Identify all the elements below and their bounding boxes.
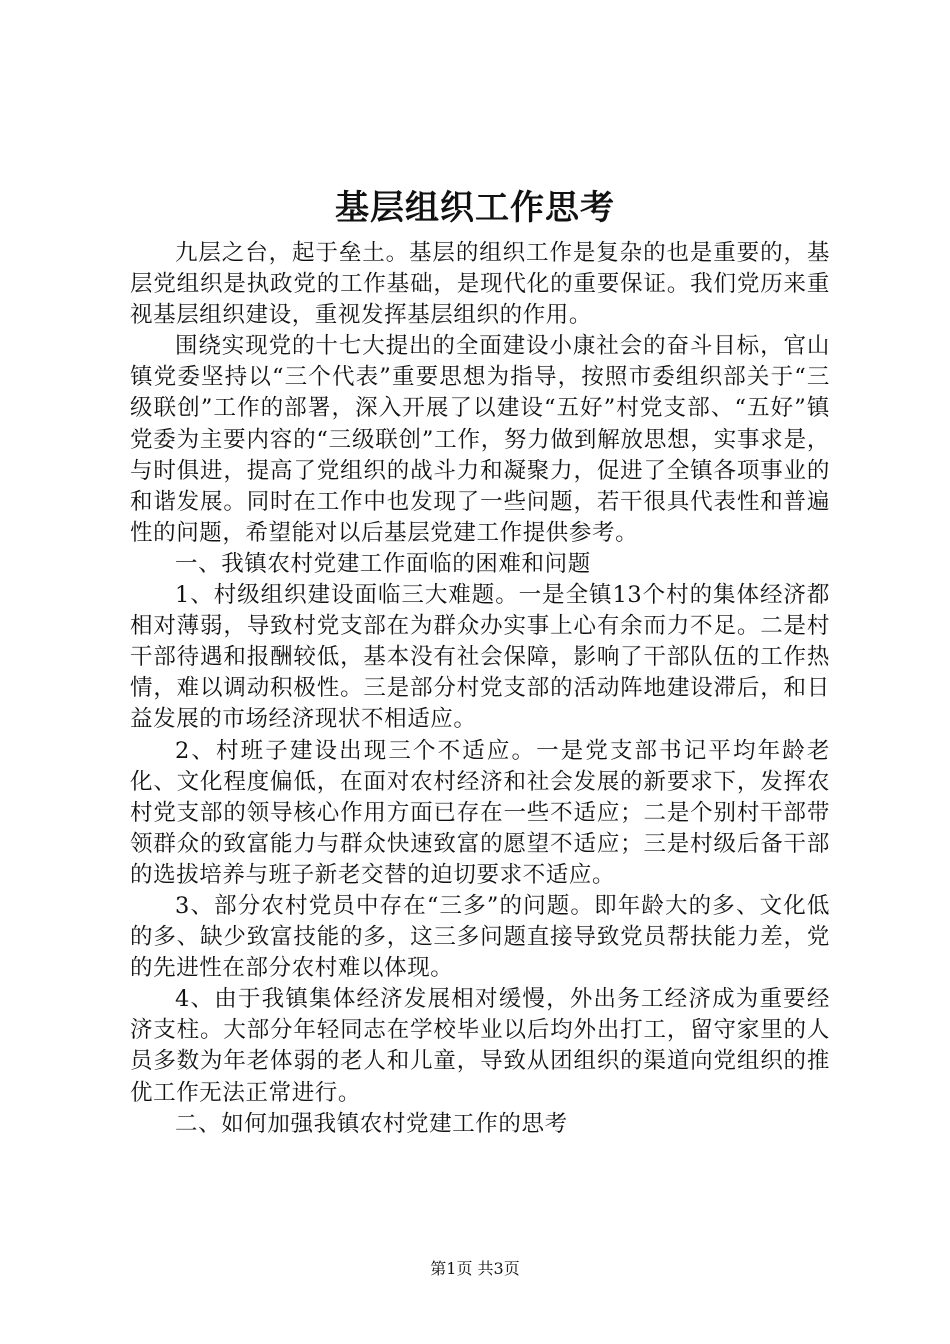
paragraph-background: 围绕实现党的十七大提出的全面建设小康社会的奋斗目标，官山镇党委坚持以“三个代表”重要思想为指导，按照市委组织部关于“三级联创”工作的部署，深入开展了以建设“五好”村党支部、“五好”镇党委为主要内容的“三级联创”工作，努力做到解放思想，实事求是，与时俱进，提高了党组织的战斗力和凝聚力，促进了全镇各项事业的和谐发展。同时在工作中也发现了一些问题，若干很具代表性和普遍性的问题，希望能对以后基层党建工作提供参考。 (130, 333, 830, 546)
paragraph-problem-1: 1、村级组织建设面临三大难题。一是全镇13个村的集体经济都相对薄弱，导致村党支部在为群众办实事上心有余而力不足。二是村干部待遇和报酬较低，基本没有社会保障，影响了干部队伍的工作热情，难以调动积极性。三是部分村党支部的活动阵地建设滞后，和日益发展的市场经济现状不相适应。 (130, 582, 830, 733)
document-title: 基层组织工作思考 (335, 188, 615, 228)
page-footer: 第1页 共3页 (430, 1259, 520, 1278)
paragraph-problem-2: 2、村班子建设出现三个不适应。一是党支部书记平均年龄老化、文化程度偏低，在面对农村经济和社会发展的新要求下，发挥农村党支部的领导核心作用方面已存在一些不适应；二是个别村干部带领群众的致富能力与群众快速致富的愿望不适应；三是村级后备干部的选拔培养与班子新老交替的迫切要求不适应。 (130, 737, 830, 888)
section-heading-problems: 一、我镇农村党建工作面临的困难和问题 (175, 550, 591, 577)
paragraph-intro: 九层之台，起于垒土。基层的组织工作是复杂的也是重要的，基层党组织是执政党的工作基础，是现代化的重要保证。我们党历来重视基层组织建设，重视发挥基层组织的作用。 (130, 240, 830, 329)
document-body (130, 238, 830, 1140)
section-heading-thoughts: 二、如何加强我镇农村党建工作的思考 (175, 1110, 568, 1137)
paragraph-problem-3: 3、部分农村党员中存在“三多”的问题。即年龄大的多、文化低的多、缺少致富技能的多，这三多问题直接导致党员帮扶能力差，党的先进性在部分农村难以体现。 (130, 892, 830, 982)
paragraph-problem-4: 4、由于我镇集体经济发展相对缓慢，外出务工经济成为重要经济支柱。大部分年轻同志在学校毕业以后均外出打工，留守家里的人员多数为年老体弱的老人和儿童，导致从团组织的渠道向党组织的推优工作无法正常进行。 (130, 986, 830, 1106)
